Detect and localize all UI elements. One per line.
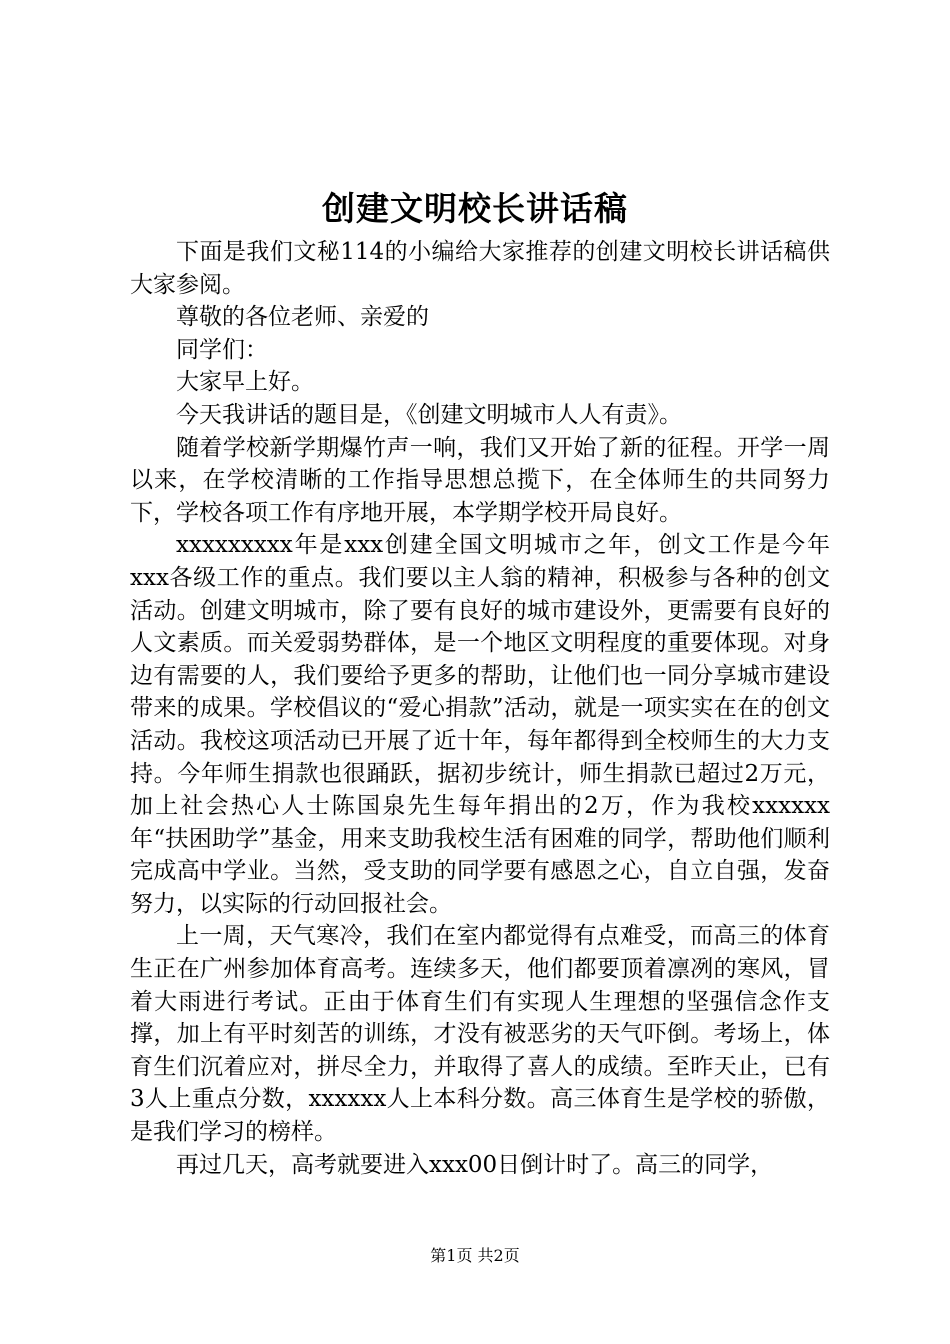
paragraph-sports-students: 上一周，天气寒冷，我们在室内都觉得有点难受，而高三的体育生正在广州参加体育高考。连续多天，他们都要顶着凛冽的寒风，冒着大雨进行考试。正由于体育生们有实现人生理想的坚强信念作支撑，加上有平时刻苦的训练，才没有被恶劣的天气吓倒。考场上，体育生们沉着应对，拼尽全力，并取得了喜人的成绩。至昨天止，已有3人上重点分数，xxxxxx人上本科分数。高三体育生是学校的骄傲，是我们学习的榜样。 <box>130 923 830 1146</box>
paragraph-topic: 今天我讲话的题目是，《创建文明城市人人有责》。 <box>176 401 682 428</box>
page-number-footer: 第1页 共2页 <box>430 1246 520 1265</box>
paragraph-civilized-city: xxxxxxxxx年是xxx创建全国文明城市之年，创文工作是今年xxx各级工作的重点。我们要以主人翁的精神，积极参与各种的创文活动。创建文明城市，除了要有良好的城市建设外，更需要有良好的人文素质。而关爱弱势群体，是一个地区文明程度的重要体现。对身边有需要的人，我们要给予更多的帮助，让他们也一同分享城市建设带来的成果。学校倡议的“爱心捐款”活动，就是一项实实在在的创文活动。我校这项活动已开展了近十年，每年都得到全校师生的大力支持。今年师生捐款也很踊跃，据初步统计，师生捐款已超过2万元，加上社会热心人士陈国泉先生每年捐出的2万，作为我校xxxxxx年“扶困助学”基金，用来支助我校生活有困难的同学，帮助他们顺利完成高中学业。当然，受支助的同学要有感恩之心，自立自强，发奋努力，以实际的行动回报社会。 <box>130 532 830 917</box>
paragraph-new-semester: 随着学校新学期爆竹声一响，我们又开始了新的征程。开学一周以来，在学校清晰的工作指导思想总揽下，在全体师生的共同努力下，学校各项工作有序地开展，本学期学校开局良好。 <box>130 434 830 526</box>
document-title: 创建文明校长讲话稿 <box>322 189 628 228</box>
document-body <box>130 236 830 1181</box>
paragraph-countdown: 再过几天，高考就要进入xxx00日倒计时了。高三的同学， <box>176 1151 774 1178</box>
paragraph-intro: 下面是我们文秘114的小编给大家推荐的创建文明校长讲话稿供大家参阅。 <box>130 239 830 298</box>
paragraph-greeting: 大家早上好。 <box>176 369 314 396</box>
paragraph-salutation-continued: 同学们： <box>176 336 268 363</box>
paragraph-salutation: 尊敬的各位老师、亲爱的 <box>176 304 429 331</box>
